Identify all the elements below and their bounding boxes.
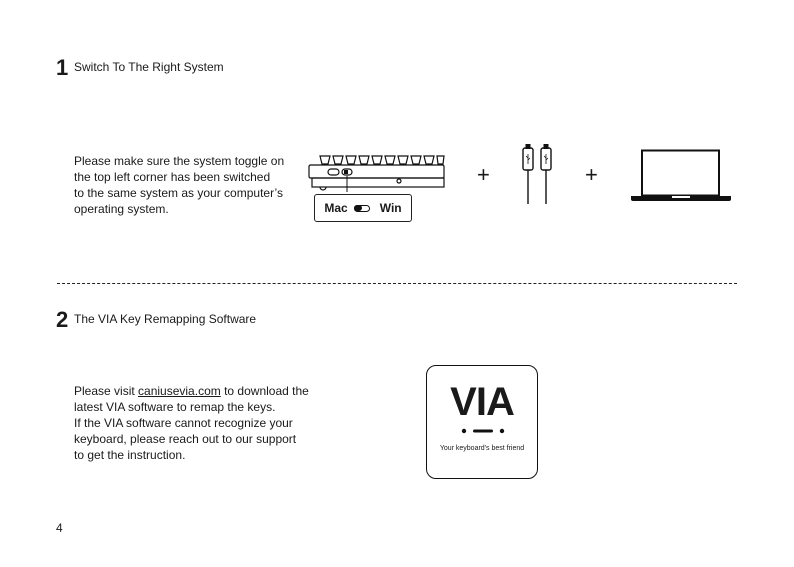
step-2-line-prefix: Please visit [74, 384, 139, 398]
step-1-line: Please make sure the system toggle on [74, 154, 285, 168]
toggle-switch-icon [354, 205, 370, 212]
via-logo-icon: VIA [450, 380, 514, 424]
keyboard-icon [306, 152, 446, 194]
page-number: 4 [56, 521, 63, 535]
step-2-line-suffix: to download the [220, 384, 309, 398]
step-1-line: to the same system as your computer’s [74, 186, 283, 200]
step-1-number: 1 [56, 55, 69, 80]
step-1-line: the top left corner has been switched [74, 170, 271, 184]
caniusevia-link[interactable]: caniusevia.com [138, 384, 221, 398]
step-2-line [74, 383, 334, 399]
step-2-title: The VIA Key Remapping Software [74, 312, 257, 326]
step-2-number: 2 [56, 307, 69, 332]
step-2-line: If the VIA software cannot recognize your [74, 416, 293, 430]
step-2-line: to get the instruction. [74, 448, 186, 462]
toggle-label-win: Win [379, 201, 402, 215]
step-1-line: operating system. [74, 202, 169, 216]
step-2-instructions [74, 383, 334, 463]
toggle-label-mac: Mac [324, 201, 348, 215]
via-tagline: Your keyboard's best friend [439, 445, 525, 452]
step-1-instructions [74, 153, 314, 217]
system-toggle-callout [314, 194, 412, 222]
plus-sign: + [477, 162, 490, 187]
step-2-line: latest VIA software to remap the keys. [74, 400, 276, 414]
laptop-icon [630, 149, 732, 203]
via-app-icon [426, 365, 538, 479]
via-logo-underline [461, 428, 505, 434]
section-divider [57, 283, 737, 284]
plus-sign: + [585, 162, 598, 187]
usb-c-cable-icon [518, 144, 558, 208]
step-2-line: keyboard, please reach out to our support [74, 432, 297, 446]
step-1-title: Switch To The Right System [74, 60, 224, 74]
